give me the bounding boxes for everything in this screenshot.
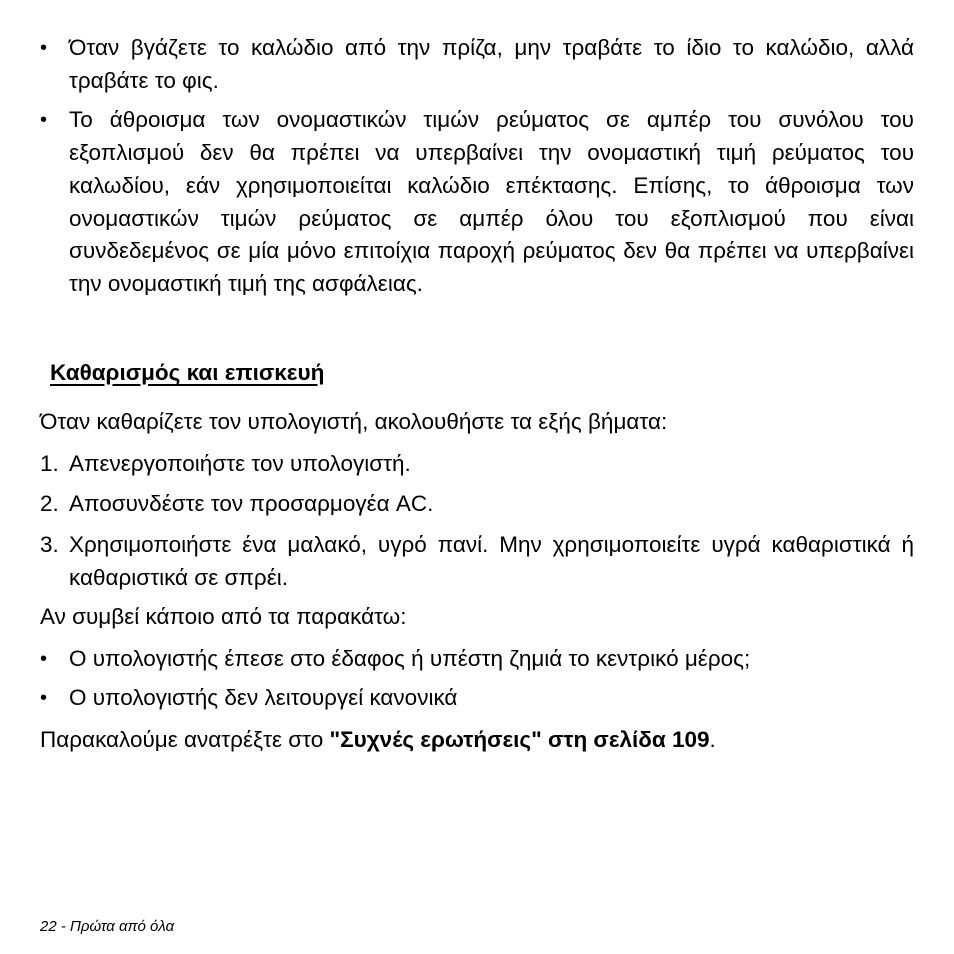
- condition-intro: Αν συμβεί κάποιο από τα παρακάτω:: [40, 604, 407, 629]
- bullet-text: Το άθροισμα των ονομαστικών τιμών ρεύματος σε αμπέρ του συνόλου του εξοπλισμού δεν θα πρέπει να υπερβαίνει την ονομαστική τιμή ρεύματος του καλωδίου, εάν χρησιμοποιείται καλώδιο επέκτασης. Επίσης, το άθροισμα των ονομαστικών τιμών ρεύματος σε αμπέρ όλου του εξοπλισμού που είναι συνδεδεμένος σε μία μόνο επιτοίχια παροχή ρεύματος δεν θα πρέπει να υπερβαίνει την ονομαστική τιμή της ασφάλειας.: [69, 107, 914, 296]
- step-number: 1.: [40, 451, 59, 476]
- condition-item-malfunction: [40, 682, 914, 715]
- section-heading: Καθαρισμός και επισκευή: [50, 360, 325, 385]
- condition-text: Ο υπολογιστής δεν λειτουργεί κανονικά: [69, 685, 458, 710]
- refer-prefix: Παρακαλούμε ανατρέξτε στο: [40, 727, 330, 752]
- bullet-mark: •: [40, 687, 48, 709]
- bullet-item-ampere-rating: [40, 104, 914, 300]
- refer-suffix: .: [709, 727, 716, 752]
- condition-text: Ο υπολογιστής έπεσε στο έδαφος ή υπέστη ζημιά το κεντρικό μέρος;: [69, 646, 751, 671]
- refer-paragraph: [40, 724, 914, 757]
- bullet-item-unplug: [40, 32, 914, 97]
- cleaning-intro: Όταν καθαρίζετε τον υπολογιστή, ακολουθήστε τα εξής βήματα:: [40, 409, 668, 434]
- bullet-mark: •: [40, 109, 48, 132]
- bullet-mark: •: [40, 648, 48, 670]
- step-item-3: [40, 529, 914, 594]
- step-number: 3.: [40, 532, 59, 557]
- bullet-text: Όταν βγάζετε το καλώδιο από την πρίζα, μην τραβάτε το ίδιο το καλώδιο, αλλά τραβάτε το φις.: [69, 35, 914, 93]
- step-text: Αποσυνδέστε τον προσαρμογέα AC.: [69, 491, 434, 516]
- step-item-1: [40, 448, 914, 481]
- step-text: Απενεργοποιήστε τον υπολογιστή.: [69, 451, 411, 476]
- safety-bullet-list: [40, 32, 914, 301]
- page-footer: 22 - Πρώτα από όλα: [40, 918, 175, 935]
- step-text: Χρησιμοποιήστε ένα μαλακό, υγρό πανί. Μην χρησιμοποιείτε υγρά καθαριστικά ή καθαριστικά σε σπρέι.: [69, 532, 914, 590]
- condition-item-dropped: [40, 643, 914, 676]
- faq-page-reference[interactable]: "Συχνές ερωτήσεις" στη σελίδα 109: [329, 727, 710, 752]
- bullet-mark: •: [40, 37, 48, 59]
- step-number: 2.: [40, 491, 59, 516]
- step-item-2: [40, 488, 914, 521]
